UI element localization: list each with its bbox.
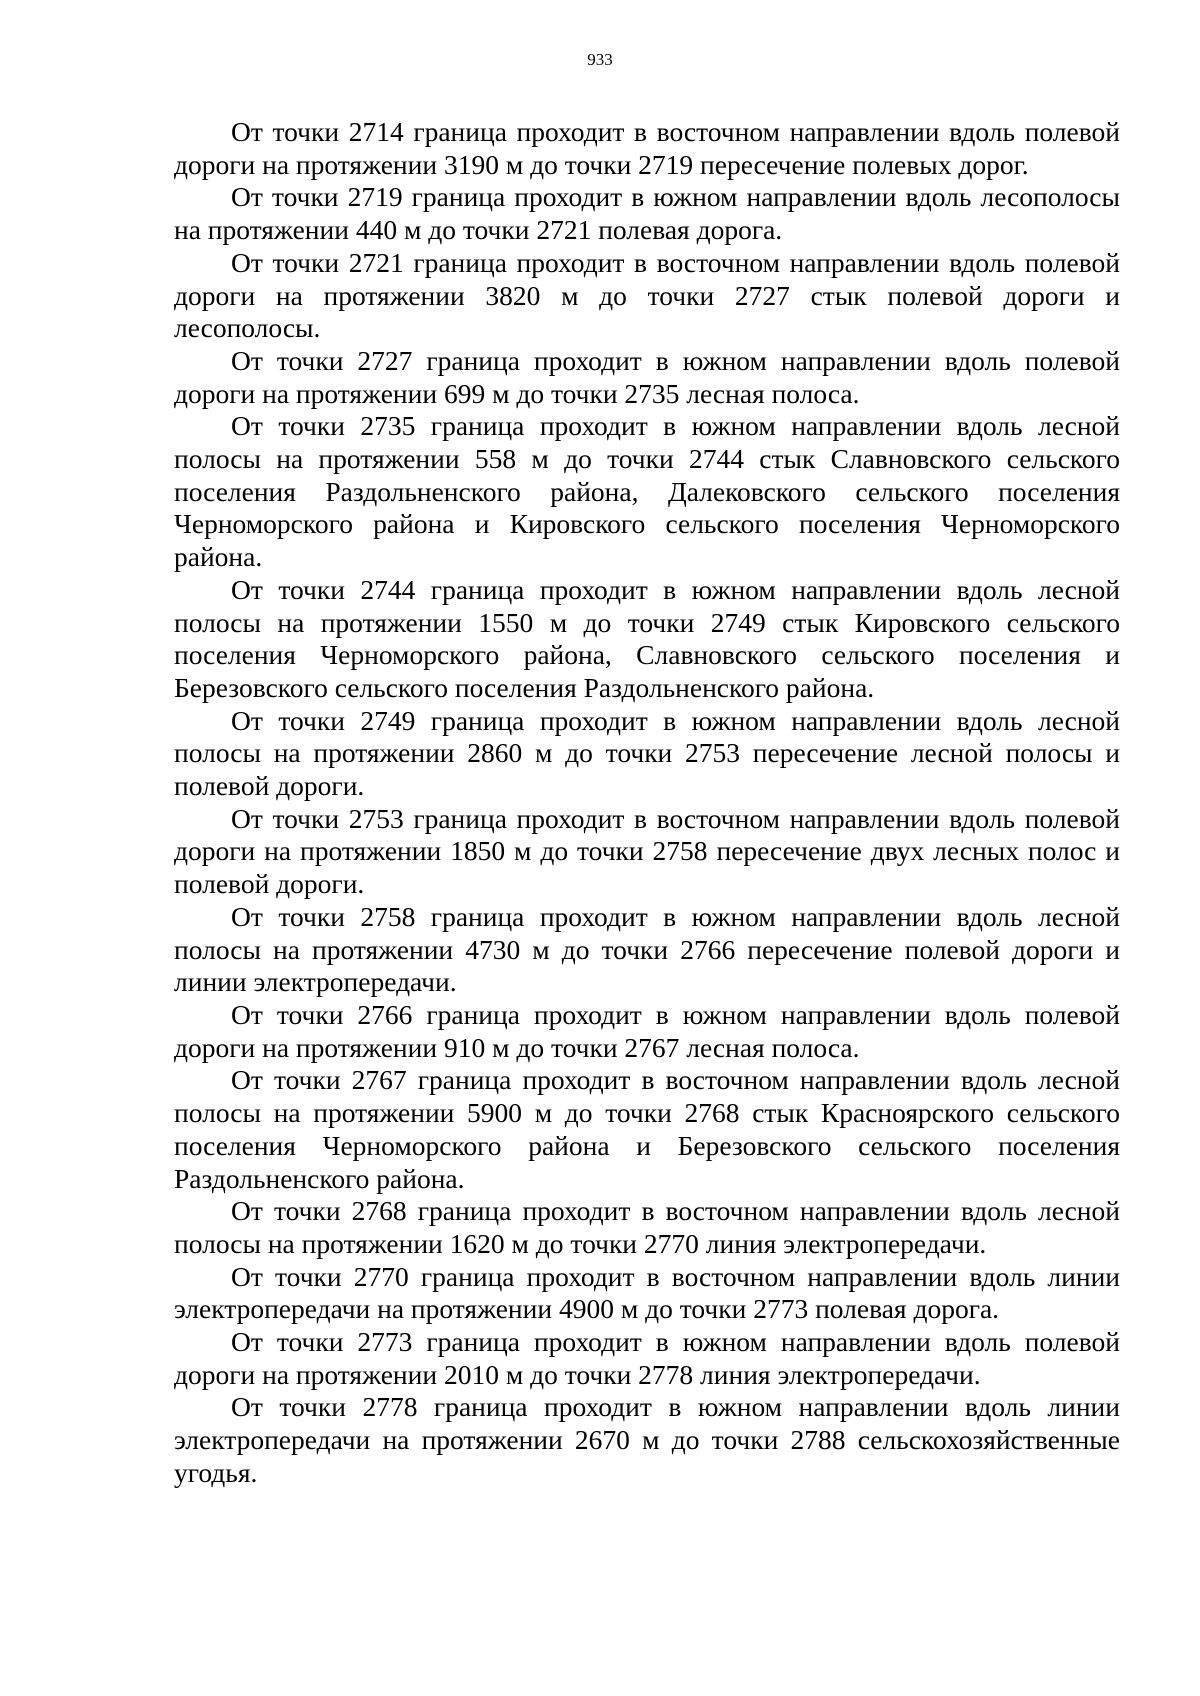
paragraph: От точки 2773 граница проходит в южном направлении вдоль полевой дороги на протяжении 2010 м до точки 2778 линия электропередачи. [174,1326,1120,1390]
paragraph: От точки 2749 граница проходит в южном направлении вдоль лесной полосы на протяжении 2860 м до точки 2753 пересечение лесной полосы и полевой дороги. [174,704,1120,802]
paragraph: От точки 2735 граница проходит в южном направлении вдоль лесной полосы на протяжении 558 м до точки 2744 стык Славновского сельского поселения Раздольненского района, Далековского сельского поселения Черноморского района и Кировского сельского поселения Черноморского района. [174,410,1120,573]
paragraph: От точки 2758 граница проходит в южном направлении вдоль лесной полосы на протяжении 4730 м до точки 2766 пересечение полевой дороги и линии электропередачи. [174,900,1120,998]
page-number: 933 [587,50,613,69]
paragraph: От точки 2768 граница проходит в восточном направлении вдоль лесной полосы на протяжении 1620 м до точки 2770 линия электропередачи. [174,1195,1120,1259]
paragraph: От точки 2778 граница проходит в южном направлении вдоль линии электропередачи на протяжении 2670 м до точки 2788 сельскохозяйственные угодья. [174,1391,1120,1488]
paragraph: От точки 2767 граница проходит в восточном направлении вдоль лесной полосы на протяжении 5900 м до точки 2768 стык Красноярского сельского поселения Черноморского района и Березовского сельского поселения Раздольненского района. [174,1064,1120,1194]
paragraph: От точки 2721 граница проходит в восточном направлении вдоль полевой дороги на протяжении 3820 м до точки 2727 стык полевой дороги и лесополосы. [174,246,1120,344]
document-body [174,116,1120,1490]
paragraph: От точки 2714 граница проходит в восточном направлении вдоль полевой дороги на протяжении 3190 м до точки 2719 пересечение полевых дорог. [174,116,1120,180]
paragraph: От точки 2744 граница проходит в южном направлении вдоль лесной полосы на протяжении 1550 м до точки 2749 стык Кировского сельского поселения Черноморского района, Славновского сельского поселения и Березовского сельского поселения Раздольненского района. [174,573,1120,703]
paragraph: От точки 2727 граница проходит в южном направлении вдоль полевой дороги на протяжении 699 м до точки 2735 лесная полоса. [174,344,1120,409]
paragraph: От точки 2753 граница проходит в восточном направлении вдоль полевой дороги на протяжении 1850 м до точки 2758 пересечение двух лесных полос и полевой дороги. [174,802,1120,900]
paragraph: От точки 2719 граница проходит в южном направлении вдоль лесополосы на протяжении 440 м до точки 2721 полевая дорога. [174,181,1120,246]
paragraph: От точки 2770 граница проходит в восточном направлении вдоль линии электропередачи на протяжении 4900 м до точки 2773 полевая дорога. [174,1260,1120,1325]
paragraph: От точки 2766 граница проходит в южном направлении вдоль полевой дороги на протяжении 910 м до точки 2767 лесная полоса. [174,998,1120,1063]
